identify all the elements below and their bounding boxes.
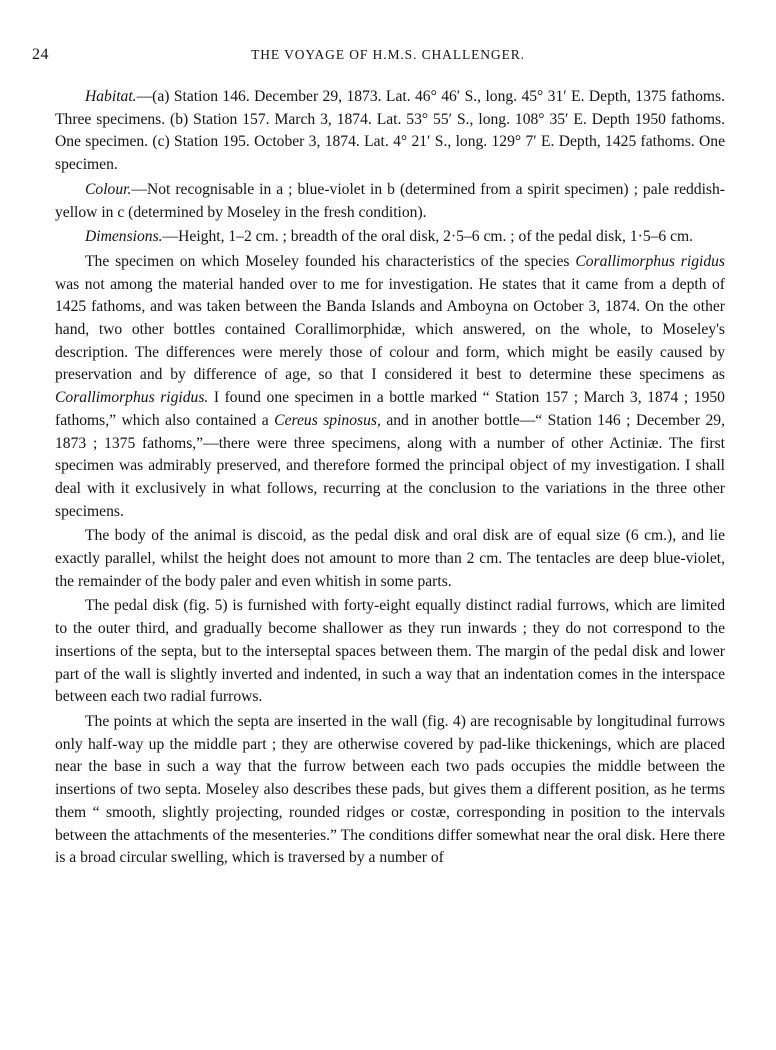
specimen-paragraph	[55, 251, 725, 523]
body-text	[55, 86, 725, 872]
pedal-disk-paragraph: The pedal disk (fig. 5) is furnished with forty-eight equally distinct radial furrows, which are limited to the outer third, and gradually become shallower as they run inwards ; they do not correspond to the insertions of the septa, but to the interseptal spaces between them. The margin of the pedal disk and lower part of the wall is slightly inverted and indented, in such a way that an indentation comes in the interspace between each two radial furrows.	[55, 597, 725, 706]
body-description-paragraph: The body of the animal is discoid, as the pedal disk and oral disk are of equal size (6 cm.), and lie exactly parallel, whilst the height does not amount to more than 2 cm. The tentacles are deep blue-violet, the remainder of the body paler and even whitish in some parts.	[55, 527, 725, 590]
specimen-text-1: The specimen on which Moseley founded his characteristics of the species	[85, 252, 576, 270]
page-number: 24	[32, 46, 49, 63]
specimen-text-2: was not among the material handed over to me for investigation. He states that it came from a depth of 1425 fathoms, and was taken between the Banda Islands and Amboyna on October 3, 1874. On the other hand, two other bottles contained Corallimorphidæ, which answered, on the whole, to Moseley's description. The differences were merely those of colour and form, which might be easily caused by preservation and by difference of age, so that I considered it best to determine these specimens as	[55, 275, 725, 384]
habitat-text: —(a) Station 146. December 29, 1873. Lat. 46° 46′ S., long. 45° 31′ E. Depth, 1375 fathoms. Three specimens. (b) Station 157. March 3, 1874. Lat. 53° 55′ S., long. 108° 35′ E. Depth 1950 fathoms. One specimen. (c) Station 195. October 3, 1874. Lat. 4° 21′ S., long. 129° 7′ E. Depth, 1425 fathoms. One specimen.	[55, 88, 725, 174]
page-header	[32, 46, 744, 68]
species-name-1: Corallimorphus rigidus	[575, 252, 725, 270]
habitat-paragraph	[55, 86, 725, 177]
species-name-3: Cereus spinosus,	[274, 411, 381, 429]
colour-text: —Not recognisable in a ; blue-violet in b (determined from a spirit specimen) ; pale reddish-yellow in c (determined by Moseley in the fresh condition).	[55, 180, 725, 221]
dimensions-paragraph	[55, 226, 725, 249]
dimensions-label: Dimensions.	[85, 228, 163, 246]
colour-label: Colour.	[85, 180, 132, 198]
septa-points-paragraph: The points at which the septa are inserted in the wall (fig. 4) are recognisable by longitudinal furrows only half-way up the middle part ; they are otherwise covered by pad-like thickenings, which are placed near the base in such a way that the furrow between each two pads occupies the middle between the insertions of two septa. Moseley also describes these pads, but gives them a different position, as he terms them “ smooth, slightly projecting, rounded ridges or costæ, corresponding in position to the intervals between the attachments of the mesenteries.” The conditions differ somewhat near the oral disk. Here there is a broad circular swelling, which is traversed by a number of	[55, 712, 725, 867]
habitat-label: Habitat.	[85, 88, 137, 105]
species-name-2: Corallimorphus rigidus.	[55, 389, 209, 407]
dimensions-text: —Height, 1–2 cm. ; breadth of the oral disk, 2·5–6 cm. ; of the pedal disk, 1·5–6 cm.	[162, 228, 694, 246]
running-title: THE VOYAGE OF H.M.S. CHALLENGER.	[251, 47, 525, 62]
specimen-text-3: I found one specimen in a bottle marked “ Station 157 ; March 3, 1874 ; 1950 fathoms,” which also contained a	[55, 389, 725, 429]
specimen-text-4: and in another bottle—“ Station 146 ; December 29, 1873 ; 1375 fathoms,”—there were three specimens, along with a number of other Actiniæ. The first specimen was admirably preserved, and therefore formed the principal object of my investigation. I shall deal with it exclusively in what follows, recurring at the conclusion to the variations in the three other specimens.	[55, 411, 725, 520]
colour-paragraph	[55, 179, 725, 224]
